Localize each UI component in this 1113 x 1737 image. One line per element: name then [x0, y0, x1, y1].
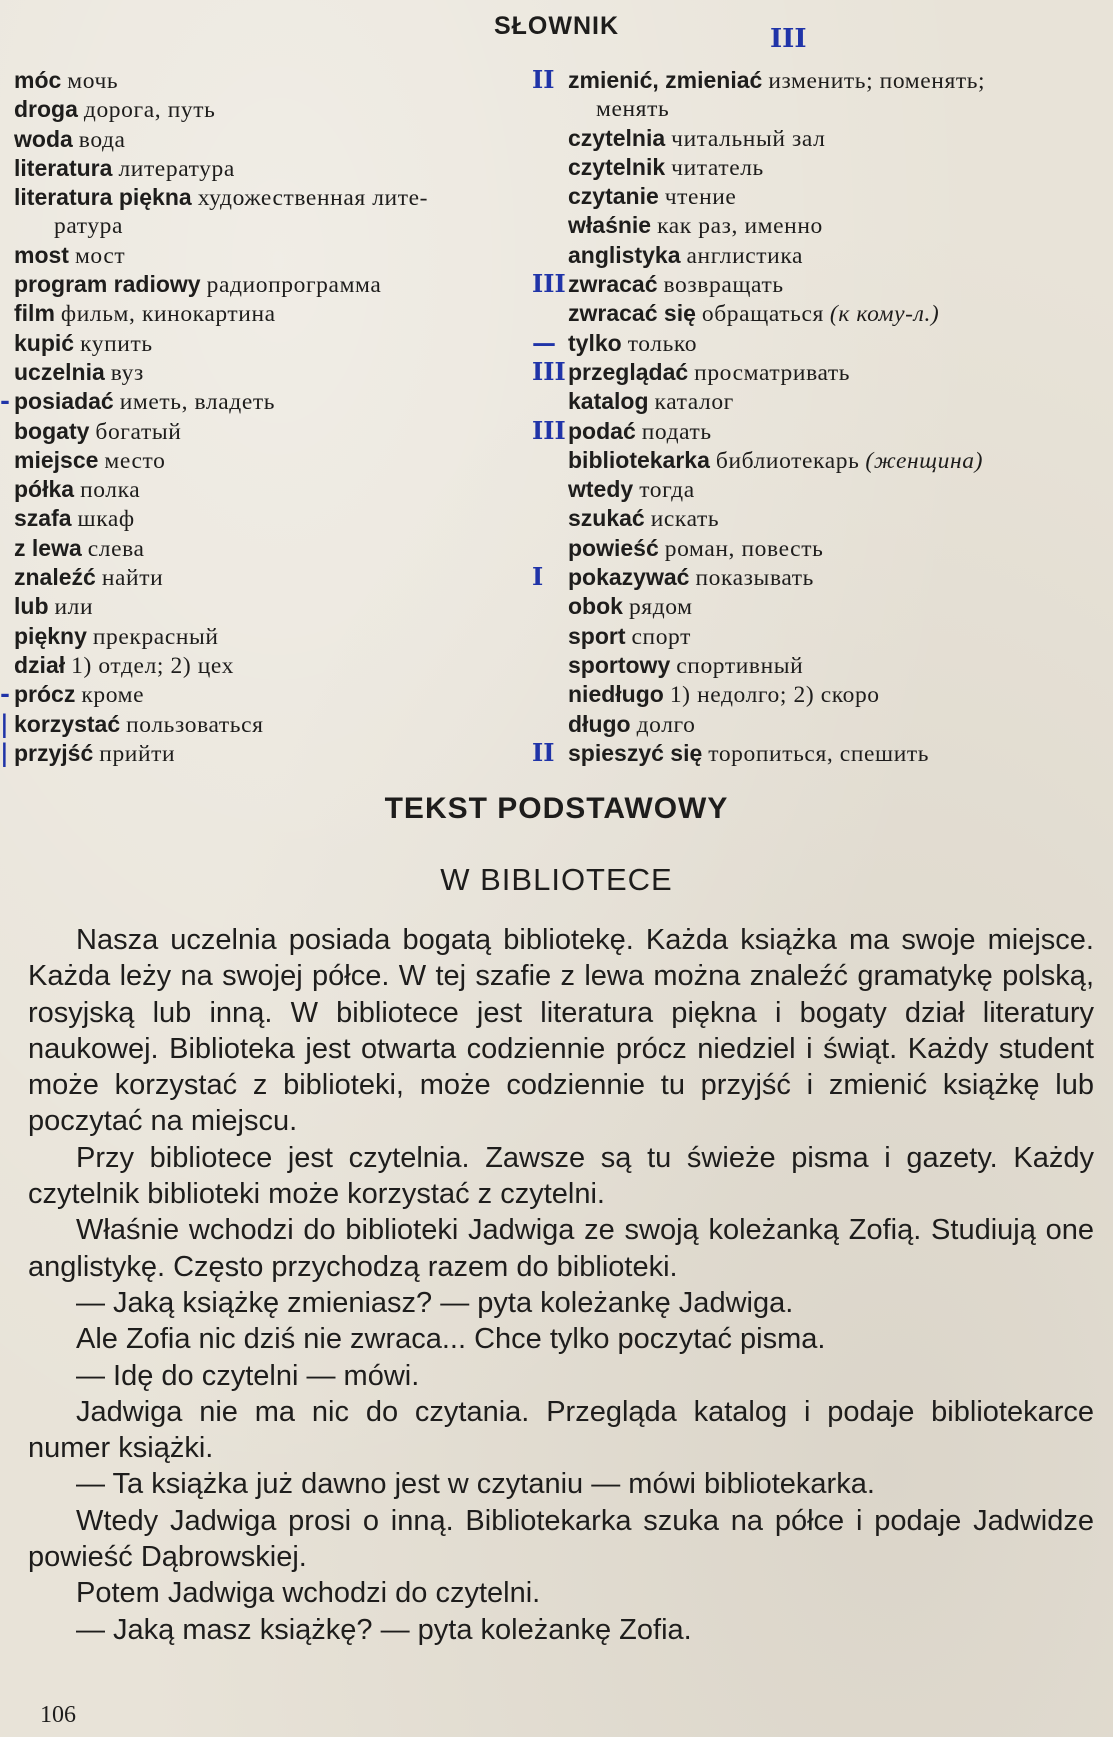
vocab-polish-word: spieszyć się: [568, 739, 703, 766]
ink-annotation-mark: |: [0, 708, 9, 738]
text-paragraph: Właśnie wchodzi do biblioteki Jadwiga ze swoją koleżanką Zofią. Studiują one anglistykę. Często przychodzą razem do biblioteki.: [28, 1214, 1094, 1283]
vocab-polish-word: czytelnik: [568, 153, 666, 180]
vocab-russian-translation: читальный зал: [671, 125, 826, 152]
vocab-russian-translation: прийти: [99, 740, 176, 767]
vocab-polish-word: posiadać: [14, 388, 114, 415]
vocab-entry: [0, 737, 554, 768]
vocab-polish-word: literatura: [14, 154, 113, 181]
vocab-polish-word: sport: [568, 622, 626, 649]
vocab-russian-translation: вуз: [110, 359, 144, 386]
vocab-entry: [14, 622, 554, 651]
section-title-slownik: SŁOWNIK: [493, 12, 620, 40]
vocab-russian-translation: спорт: [631, 623, 691, 650]
vocab-russian-translation: 1) недолго; 2) скоро: [669, 682, 880, 709]
vocab-polish-word: dział: [14, 651, 66, 678]
vocab-polish-word: zmienić, zmieniać: [568, 67, 763, 93]
vocab-entry: [14, 592, 554, 621]
vocab-russian-translation: радиопрограмма: [206, 272, 382, 299]
vocab-entry: [568, 651, 1088, 680]
vocab-russian-translation: ратура: [54, 213, 124, 240]
vocab-column-left: [0, 66, 554, 768]
vocab-polish-word: lub: [14, 593, 49, 620]
vocab-polish-word: wtedy: [568, 476, 634, 503]
vocab-russian-translation: обращаться: [701, 301, 824, 328]
vocab-russian-translation: мочь: [67, 68, 119, 94]
vocab-entry: [0, 708, 554, 739]
vocab-russian-translation: место: [104, 447, 166, 474]
vocab-russian-translation: 1) отдел; 2) цех: [71, 652, 234, 679]
vocab-entry: [14, 475, 554, 504]
text-paragraph: — Ta książka już dawno jest w czytaniu — mówi bibliotekarka.: [76, 1468, 875, 1501]
vocab-entry: [532, 415, 1088, 446]
vocab-entry: [568, 446, 1088, 475]
vocab-polish-word: zwracać: [568, 271, 658, 298]
text-paragraph: Jadwiga nie ma nic do czytania. Przegląda katalog i podaje bibliotekarce numer książki.: [28, 1395, 1094, 1465]
vocab-russian-translation: возвращать: [663, 272, 784, 299]
vocab-russian-translation: прекрасный: [92, 623, 219, 650]
vocab-polish-word: tylko: [568, 329, 622, 356]
vocab-polish-word: zwracać się: [568, 300, 696, 327]
vocab-entry: [14, 651, 554, 680]
vocab-russian-translation: только: [627, 330, 698, 357]
vocab-polish-word: anglistyka: [568, 241, 681, 268]
vocab-russian-translation: изменить; поменять;: [768, 68, 986, 94]
vocab-russian-translation: богатый: [95, 418, 182, 445]
vocab-polish-word: sportowy: [568, 651, 671, 678]
vocab-polish-word: czytanie: [568, 183, 659, 210]
vocab-entry: [14, 504, 554, 533]
vocab-polish-word: katalog: [568, 388, 649, 415]
ink-annotation-mark: II: [532, 737, 555, 767]
vocab-russian-translation: дорога, путь: [83, 97, 216, 124]
vocab-entry: [14, 358, 554, 387]
vocab-entry: [14, 183, 554, 212]
vocab-russian-translation: найти: [101, 565, 164, 592]
vocab-polish-word: korzystać: [14, 710, 121, 737]
vocab-polish-word: długo: [568, 710, 631, 737]
vocab-polish-word: miejsce: [14, 446, 99, 473]
vocab-entry: [568, 504, 1088, 533]
vocab-russian-translation: тогда: [639, 477, 695, 504]
ink-mark-top: III: [770, 24, 807, 54]
ink-annotation-mark: —: [532, 327, 556, 357]
vocab-polish-word: program radiowy: [14, 271, 201, 298]
ink-annotation-mark: -: [0, 679, 10, 709]
vocab-russian-translation: фильм, кинокартина: [60, 301, 276, 328]
vocab-polish-word: móc: [14, 67, 62, 93]
vocab-entry: [568, 387, 1088, 416]
vocab-entry: [14, 299, 554, 328]
vocab-entry: [532, 65, 1088, 95]
vocab-polish-word: właśnie: [568, 212, 652, 239]
text-paragraph: Przy bibliotece jest czytelnia. Zawsze są tu świeże pisma i gazety. Każdy czytelnik biblioteki może korzystać z czytelni.: [28, 1141, 1094, 1211]
text-paragraph: Wtedy Jadwiga prosi o inną. Bibliotekarka szuka na półce i podaje Jadwidze powieść Dąbrowskiej.: [28, 1504, 1094, 1574]
vocab-polish-word: półka: [14, 476, 75, 503]
vocab-russian-translation: иметь, владеть: [119, 389, 276, 416]
vocab-entry: [568, 211, 1088, 240]
vocab-russian-translation: долго: [636, 711, 696, 738]
vocab-entry: [568, 622, 1088, 651]
vocab-russian-translation: кроме: [81, 682, 145, 709]
text-paragraph: — Idę do czytelni — mówi.: [76, 1359, 420, 1392]
vocab-polish-word: podać: [568, 417, 636, 444]
vocab-polish-word: most: [14, 241, 69, 268]
vocab-russian-translation: мост: [74, 242, 126, 269]
vocab-russian-translation: спортивный: [676, 652, 804, 679]
vocab-entry: [532, 737, 1088, 768]
vocab-polish-word: pokazywać: [568, 564, 690, 591]
vocab-entry: [568, 241, 1088, 270]
heading-tekst-podstawowy: TEKST PODSTAWOWY: [384, 792, 729, 825]
vocab-entry: [568, 710, 1088, 739]
vocab-entry: [14, 125, 554, 154]
vocab-russian-note: (женщина): [865, 447, 983, 474]
ink-annotation-mark: -: [0, 386, 10, 416]
vocab-russian-translation: библиотекарь: [715, 447, 860, 474]
vocab-russian-translation: просматривать: [694, 359, 851, 386]
vocab-entry: [14, 417, 554, 446]
vocab-entry: [14, 329, 554, 358]
vocab-entry: [568, 534, 1088, 563]
vocab-entry: [0, 679, 554, 709]
vocab-entry: [568, 182, 1088, 211]
text-paragraph: — Jaką książkę zmieniasz? — pyta koleżankę Jadwiga.: [76, 1286, 794, 1319]
vocab-polish-word: znaleźć: [14, 564, 96, 591]
vocab-russian-translation: полка: [80, 477, 141, 504]
text-paragraph: Potem Jadwiga wchodzi do czytelni.: [76, 1577, 541, 1610]
vocab-polish-word: szafa: [14, 505, 72, 532]
vocab-entry: [532, 356, 1088, 387]
vocab-polish-word: droga: [14, 96, 78, 123]
vocab-polish-word: bogaty: [14, 417, 90, 444]
vocab-entry: [568, 124, 1088, 153]
vocab-entry: [14, 154, 554, 183]
vocab-russian-translation: англистика: [686, 242, 804, 269]
vocab-russian-note: (к кому-л.): [829, 301, 940, 328]
vocab-polish-word: przeglądać: [568, 358, 689, 385]
vocab-entry: [14, 534, 554, 563]
vocab-polish-word: czytelnia: [568, 124, 666, 151]
vocab-entry: [568, 475, 1088, 504]
vocab-entry-continuation: [14, 212, 554, 240]
text-paragraph: Ale Zofia nic dziś nie zwraca... Chce tylko poczytać pisma.: [76, 1323, 826, 1356]
vocab-russian-translation: пользоваться: [126, 711, 264, 738]
vocab-russian-translation: каталог: [654, 389, 734, 416]
vocab-entry: [532, 562, 1088, 592]
main-text: [28, 922, 1094, 1648]
vocab-polish-word: z lewa: [14, 534, 82, 561]
vocab-entry: [568, 592, 1088, 621]
ink-annotation-mark: III: [532, 356, 566, 386]
vocab-polish-word: kupić: [14, 329, 75, 356]
vocab-russian-translation: шкаф: [77, 506, 135, 533]
vocab-russian-translation: искать: [650, 506, 720, 533]
vocab-entry: [14, 563, 554, 592]
ink-annotation-mark: III: [532, 415, 566, 445]
vocab-russian-translation: показывать: [695, 565, 814, 592]
vocab-entry: [0, 386, 554, 416]
vocab-russian-translation: рядом: [628, 594, 693, 621]
vocab-polish-word: piękny: [14, 622, 87, 649]
ink-annotation-mark: I: [532, 562, 544, 592]
vocab-polish-word: bibliotekarka: [568, 446, 710, 473]
vocab-russian-translation: художественная лите-: [197, 185, 429, 212]
vocab-entry: [14, 95, 554, 124]
vocab-entry: [568, 153, 1088, 182]
ink-annotation-mark: III: [532, 269, 566, 299]
vocab-russian-translation: менять: [596, 96, 670, 123]
vocab-russian-translation: читатель: [671, 154, 764, 181]
vocab-russian-translation: как раз, именно: [657, 213, 823, 240]
vocab-column-right: [532, 65, 1088, 768]
vocab-entry: [14, 446, 554, 475]
text-paragraph: Nasza uczelnia posiada bogatą bibliotekę. Każda książka ma swoje miejsce. Każda leży na swojej półce. W tej szafie z lewa można znaleźć gramatykę polską, rosyjską lub inną. W bibliotece jest literatura piękna i bogaty dział literatury naukowej. Biblioteka jest otwarta codziennie prócz niedziel i świąt. Każdy student może korzystać z biblioteki, może codziennie tu przyjść i zmienić książkę lub poczytać na miejscu.: [28, 924, 1094, 1138]
vocab-polish-word: film: [14, 300, 55, 327]
ink-annotation-mark: |: [0, 737, 9, 767]
vocab-entry: [532, 269, 1088, 299]
page-number: 106: [40, 1702, 76, 1728]
vocab-polish-word: powieść: [568, 534, 659, 561]
vocab-russian-translation: слева: [87, 535, 145, 562]
vocab-russian-translation: подать: [641, 418, 712, 445]
vocab-entry: [14, 66, 554, 95]
vocab-russian-translation: роман, повесть: [664, 535, 824, 562]
vocab-entry: [568, 299, 1088, 328]
vocab-russian-translation: чтение: [664, 184, 737, 211]
vocab-polish-word: niedługo: [568, 681, 664, 708]
vocab-polish-word: przyjść: [14, 739, 94, 766]
vocab-russian-translation: торопиться, спешить: [708, 740, 930, 767]
vocab-russian-translation: или: [54, 594, 94, 621]
vocab-polish-word: uczelnia: [14, 358, 105, 385]
vocab-entry: [532, 327, 1088, 358]
text-paragraph: — Jaką masz książkę? — pyta koleżankę Zofia.: [76, 1613, 692, 1646]
text-title: W BIBLIOTECE: [440, 862, 673, 897]
vocab-polish-word: prócz: [14, 681, 76, 708]
vocab-entry: [568, 680, 1088, 709]
vocab-polish-word: szukać: [568, 505, 645, 532]
vocab-entry: [14, 241, 554, 270]
ink-annotation-mark: II: [532, 65, 555, 94]
vocab-russian-translation: купить: [80, 330, 153, 357]
vocab-russian-translation: вода: [78, 126, 126, 153]
vocab-russian-translation: литература: [118, 155, 235, 182]
vocab-entry: [14, 270, 554, 299]
vocab-polish-word: obok: [568, 593, 623, 620]
vocab-polish-word: woda: [14, 125, 73, 152]
vocab-entry-continuation: [568, 95, 1088, 123]
vocab-polish-word: literatura piękna: [14, 184, 192, 211]
